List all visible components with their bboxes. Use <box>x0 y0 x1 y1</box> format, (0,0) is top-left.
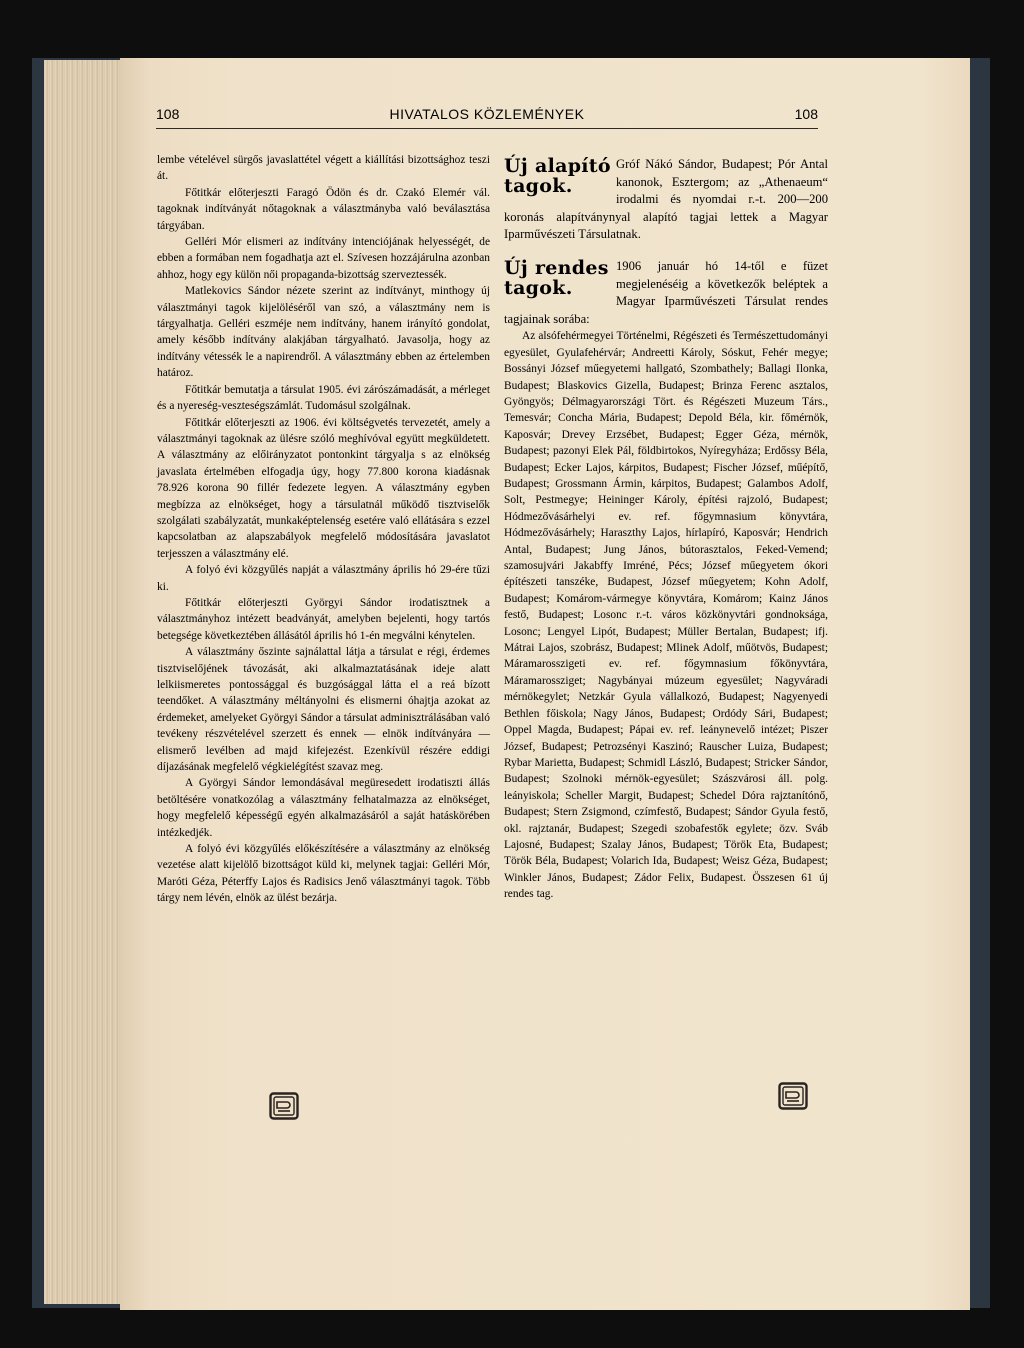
members-list: Az alsófehérmegyei Történelmi, Régészeti és Természettudományi egyesület, Gyulafehérvár; Andreetti Károly, Sóskut, Fehér megye; Bossányi József műegyetemi hallgató, Szombathely; Ballagi Ilonka, Budapest; Blaskovics Gizella, Budapest; Brinza Ferenc asztalos, Gyöngyös; Délmagyarországi Tört. és Régészeti Muzeum Társ., Temesvár; Concha Mária, Budapest; Depold Béla, kir. főmérnök, Kaposvár; Drevey Erzsébet, Budapest; Egger Géza, mérnök, Budapest; pazonyi Elek Pál, földbirtokos, Nyíregyháza; Erdőssy Béla, Budapest; Ecker Lajos, kárpitos, Budapest; Fischer József, műépítő, Budapest; Grossmann Ármin, kárpitos, Budapest; Galambos Adolf, Solt, Pestmegye; Heininger Károly, építési rajzoló, Budapest; Hódmezővásárhelyi ev. ref. főgymnasium könyvtára, Hódmezővásárhely; Haraszthy Lajos, hírlapíró, Kaposvár; Hendrich Antal, Budapest; Jung János, bútorasztalos, Feked-Vemend; szamosujvári Jakabffy Imréné, Pécs; József műegyetem ókori építészeti tanszéke, Budapest, József műegyetem; Kohn Adolf, Budapest; Komárom-vármegye könyvtára, Komárom; Kainz János festő, Budapest; Losonc r.-t. város közkönyvtári gondnoksága, Losonc; Lengyel Lipót, Budapest; Müller Bertalan, Budapest; ifj. Mátrai Lajos, szobrász, Budapest; Mlinek Adolf, műötvös, Budapest; Máramarosszigeti ev. ref. főgymnasium főkönyvtára, Máramarossziget; Nagybányai múzeum egyesület; Nagyváradi mérnökegylet; Netzkár Gyula vállalkozó, Budapest; Nagyenyedi Bethlen főiskola; Nagy János, Budapest; Ordódy Sári, Budapest; Oppel Magda, Budapest; Pápai ev. ref. leánynevelő intézet; Piszer József, Budapest; Petrozsényi Kaszinó; Rauscher Luiza, Budapest; Rybar Marietta, Budapest; Schmidl László, Budapest; Stricker Sándor, Budapest; Szolnoki mérnök-egyesület; Szászvárosi áll. polg. leányiskola; Scheller Margit, Budapest; Schedel Dóra rajztanítónő, Budapest; Stern Zsigmond, czímfestő, Budapest; Sándor Gyula festő, okl. rajztanár, Budapest; Szegedi szobafestők egylete; özv. Sváb Lajosné, Budapest; Szalay János, Budapest; Török Eta, Budapest; Török Béla, Budapest; Volarich Ida, Budapest; Weisz Géza, Budapest; Winkler János, Budapest; Zádor Felix, Budapest. Összesen 61 új rendes tag. <box>504 330 828 901</box>
paragraph: lembe vételével sürgős javaslattétel végett a kiállítási bizottsághoz teszi át. <box>157 154 490 183</box>
page-edges <box>44 60 126 1304</box>
right-column <box>504 156 828 903</box>
section-title: Új rendes tagok. <box>504 256 609 299</box>
paragraph: Főtitkár előterjeszti az 1906. évi költségvetés tervezetét, amely a választmányi tagoknak az ülésre szóló meghívóval együtt megküldetett. A választmány az előirányzatot pontonkint tárgyalja s az elnökség javaslata értelmében elfogadja úgy, hogy 77.800 korona kiadásnak 78.926 korona 90 fillér fedezete legyen. A választmány egyben megbízza az elnökséget, hogy a társulatnál működő tisztviselők szolgálati szabályzatát, munkaképtelenség esetére való ellátására s ezzel kapcsolatban az alapszabályok megfelelő módosítására javaslatot terjesszen a választmány elé. <box>157 416 490 560</box>
running-header <box>156 106 818 126</box>
paragraph: Főtitkár bemutatja a társulat 1905. évi zárószámadását, a mérleget és a nyereség-veszteségszámlát. Tudomásul szolgálnak. <box>157 383 490 413</box>
paragraph: Főtitkár előterjeszti Faragó Ödön és dr. Czakó Elemér vál. tagoknak indítványát nőtagoknak a választmányba való beválasztása tárgyában. <box>157 186 490 232</box>
paragraph: A folyó évi közgyűlés napját a választmány április hó 29-ére tűzi ki. <box>157 564 490 593</box>
section-new-founding-members <box>504 156 828 244</box>
paragraph: A Györgyi Sándor lemondásával megüresedett irodatiszti állás betöltésére vonatkozólag a választmány felhatalmazza az elnökséget, hogy megfelelő képességű egyén alkalmazásáról a saját hatáskörében intézkedjék. <box>157 777 490 839</box>
paragraph: Főtitkár előterjeszti Györgyi Sándor irodatisztnek a választmányhoz intézett beadványát, amelyben bejelenti, hogy tartós betegsége következtében állásától április hó 1-én megválni kénytelen. <box>157 596 490 642</box>
paragraph: A választmány őszinte sajnálattal látja a társulat e régi, érdemes tisztviselőjének távozását, aki alkalmaztatásának ideje alatt lelkiismeretes pontossággal és buzgósággal látta el a reá bízott teendőket. A választmány méltányolni és elismerni óhajtja azokat az érdemeket, amelyeket Györgyi Sándor a társulat adminisztrálásában való tevékeny részvételével szerzett és ennek — elnök indítványára — elismerő levélben ad majd kifejezést. Ezenkívül részére eddigi díjazásának megfelelő végkielégítést szavaz meg. <box>157 646 490 774</box>
section-title: Új alapító tagok. <box>504 155 611 197</box>
section-new-regular-members <box>504 258 828 328</box>
page-number-left: 108 <box>156 106 180 122</box>
paragraph: Matlekovics Sándor nézete szerint az indítványt, minthogy új választmányi tagok kijelöléséről van szó, a választmány nem is tárgyalhatja. Gelléri eszméje nem indítvány, hanem irányító gondolat, amely később indítvány alakjában tárgyalható. Javasolja, hogy az indítvány vétessék le a napirendről. A választmány ebben az értelemben határoz. <box>157 285 490 380</box>
paragraph: Gelléri Mór elismeri az indítvány intenciójának helyességét, de ebben a formában nem fogadhatja azt el. Szívesen hozzájárulna azonban ahhoz, hogy egy külön női propaganda-bizottság szerveztessék. <box>157 236 490 281</box>
section-text: 1906 január hó 14-től e füzet megjelenéséig a következők beléptek a Magyar Iparművészeti Társulat rendes tagjainak sorába: <box>504 258 828 326</box>
paragraph: A folyó évi közgyűlés előkészítésére a választmány az elnökség vezetése alatt kijelölő bizottságot küld ki, melynek tagjai: Gelléri Mór, Maróti Géza, Péterffy Lajos és Radisics Jenő választmányi tagok. Több tárgy nem lévén, elnök az ülést bezárja. <box>157 843 490 905</box>
header-rule <box>156 128 818 129</box>
printer-mark-icon <box>269 1092 299 1120</box>
printer-mark-icon <box>778 1082 808 1110</box>
section-text: Gróf Nákó Sándor, Budapest; Pór Antal kanonok, Esztergom; az „Athenaeum“ irodalmi és nyomdai r.-t. 200—200 koronás alapítványnyal alapító tagjai lettek a Magyar Iparművészeti Társulatnak. <box>504 157 828 242</box>
left-column <box>157 152 490 907</box>
header-title: HIVATALOS KÖZLEMÉNYEK <box>389 106 585 122</box>
page-number-right: 108 <box>794 106 818 122</box>
